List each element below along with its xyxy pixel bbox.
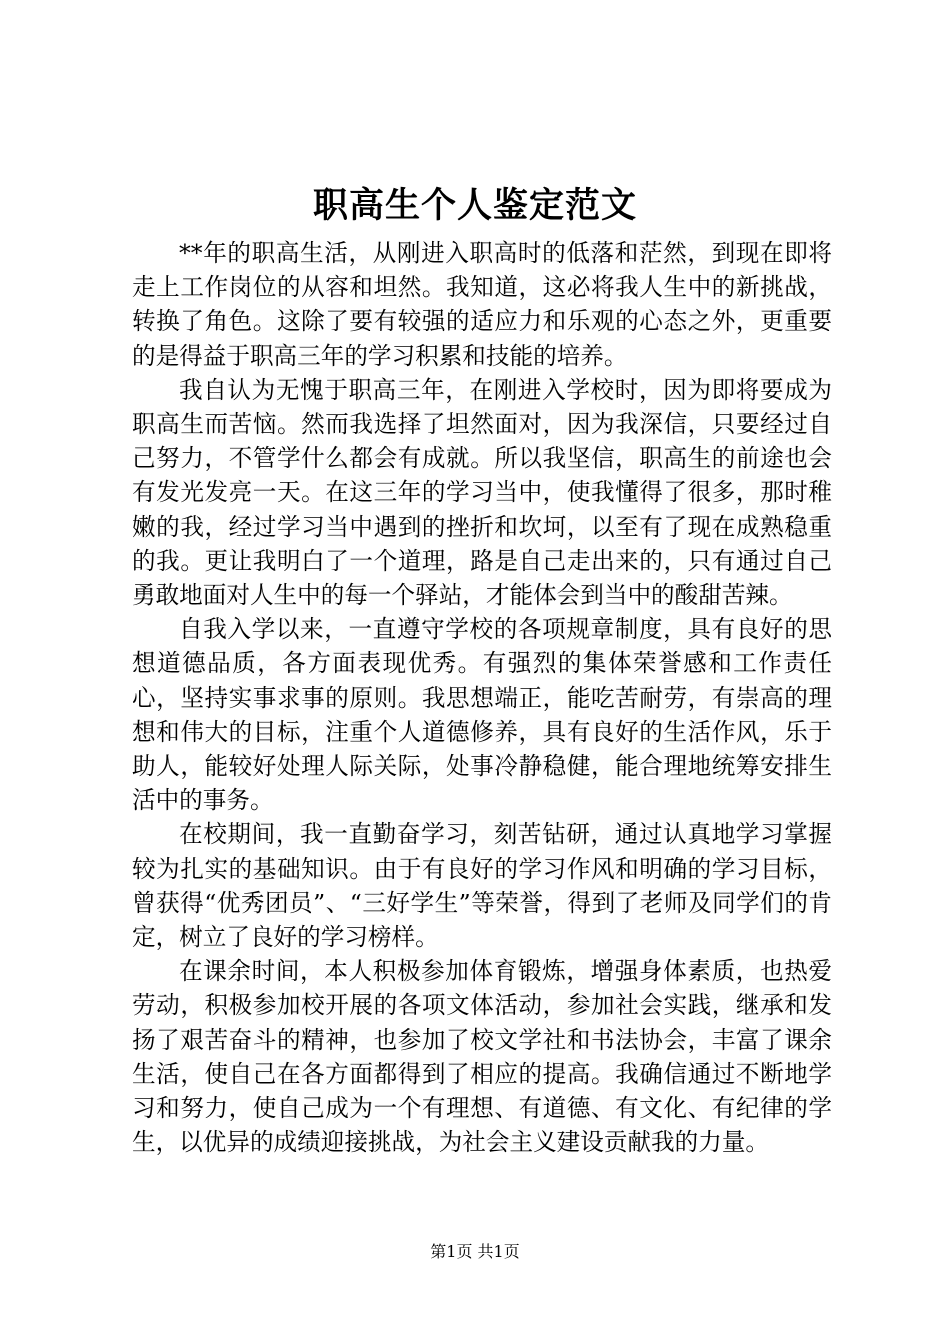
document-title: 职高生个人鉴定范文 xyxy=(312,185,637,226)
body-paragraph-1: **年的职高生活，从刚进入职高时的低落和茫然，到现在即将走上工作岗位的从容和坦然。我知道，这必将我人生中的新挑战，转换了角色。这除了要有较强的适应力和乐观的心态之外，更重要的是得益于职高三年的学习积累和技能的培养。 xyxy=(132,239,832,370)
body-paragraph-3: 自我入学以来，一直遵守学校的各项规章制度，具有良好的思想道德品质，各方面表现优秀。有强烈的集体荣誉感和工作责任心，坚持实事求事的原则。我思想端正，能吃苦耐劳，有崇高的理想和伟大的目标，注重个人道德修养，具有良好的生活作风，乐于助人，能较好处理人际关际，处事冷静稳健，能合理地统筹安排生活中的事务。 xyxy=(132,615,832,815)
body-paragraph-4: 在校期间，我一直勤奋学习，刻苦钻研，通过认真地学习掌握较为扎实的基础知识。由于有良好的学习作风和明确的学习目标，曾获得“优秀团员”、“三好学生”等荣誉，得到了老师及同学们的肯定，树立了良好的学习榜样。 xyxy=(132,820,832,952)
body-paragraph-5: 在课余时间，本人积极参加体育锻炼，增强身体素质，也热爱劳动，积极参加校开展的各项文体活动，参加社会实践，继承和发扬了艰苦奋斗的精神，也参加了校文学社和书法协会，丰富了课余生活，使自己在各方面都得到了相应的提高。我确信通过不断地学习和努力，使自己成为一个有理想、有道德、有文化、有纪律的学生，以优异的成绩迎接挑战，为社会主义建设贡献我的力量。 xyxy=(132,957,832,1157)
document-body xyxy=(132,236,832,1159)
page-footer: 第1页 共1页 xyxy=(430,1242,520,1261)
body-paragraph-2: 我自认为无愧于职高三年，在刚进入学校时，因为即将要成为职高生而苦恼。然而我选择了坦然面对，因为我深信，只要经过自己努力，不管学什么都会有成就。所以我坚信，职高生的前途也会有发光发亮一天。在这三年的学习当中，使我懂得了很多，那时稚嫩的我，经过学习当中遇到的挫折和坎坷，以至有了现在成熟稳重的我。更让我明白了一个道理，路是自己走出来的，只有通过自己勇敢地面对人生中的每一个驿站，才能体会到当中的酸甜苦辣。 xyxy=(132,375,832,610)
